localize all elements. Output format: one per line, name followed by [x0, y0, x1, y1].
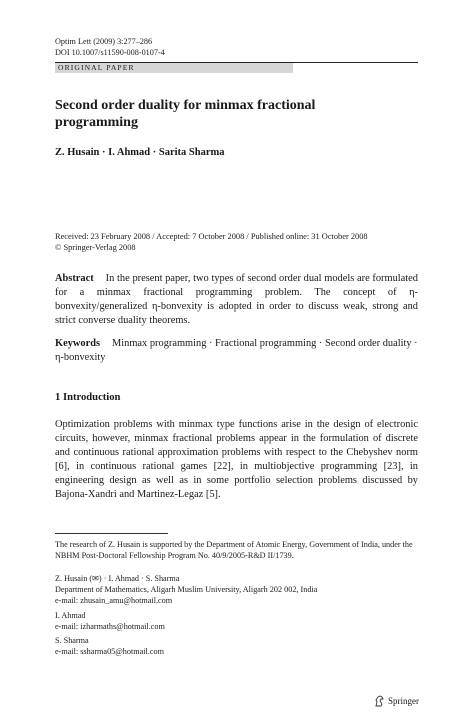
intro-text: . — [218, 489, 221, 500]
affiliation-line: I. Ahmad — [55, 611, 86, 620]
introduction-paragraph — [55, 418, 418, 502]
publication-history — [55, 231, 418, 253]
affiliation-block — [55, 573, 418, 606]
keywords-label: Keywords — [55, 338, 101, 349]
publisher-name: Springer — [388, 696, 419, 706]
journal-info — [55, 36, 165, 58]
affiliation-line: Z. Husain (✉) · I. Ahmad · S. Sharma — [55, 574, 180, 583]
journal-doi: DOI 10.1007/s11590-008-0107-4 — [55, 48, 165, 57]
section-heading: 1 Introduction — [55, 392, 121, 403]
affiliation-line: Department of Mathematics, Aligarh Muslim University, Aligarh 202 002, India — [55, 585, 318, 594]
funding-footnote: The research of Z. Husain is supported by the Department of Atomic Energy, Government of India, under the NBHM Post-Doctoral Fellowship Program No. 40/9/2005-R&D II/1739. — [55, 540, 413, 560]
copyright-line: © Springer-Verlag 2008 — [55, 243, 136, 252]
citation-link[interactable]: [6] — [55, 461, 68, 472]
email-line: e-mail: ssharma05@hotmail.com — [55, 647, 164, 656]
intro-text: Optimization problems with minmax type functions arise in the design of electronic circuits, however, minmax fractional problems appear in the formulation of discrete and continuous rational approximation problems with respect to the Chebyshev norm — [55, 419, 418, 458]
article-type-banner: ORIGINAL PAPER — [55, 63, 293, 73]
email-line: e-mail: izharmaths@hotmail.com — [55, 622, 165, 631]
springer-horse-icon — [374, 695, 385, 707]
dates-line: Received: 23 February 2008 / Accepted: 7 October 2008 / Published online: 31 October 2008 — [55, 232, 368, 241]
citation-link[interactable]: [22] — [213, 461, 231, 472]
citation-link[interactable]: [5] — [205, 489, 219, 500]
abstract-text: In the present paper, two types of second order dual models are formulated for a minmax fractional programming problem. The concept of η-bonvexity/generalized η-bonvexity is adopted in order to discuss weak, strong and strict converse duality theorems. — [55, 273, 418, 326]
keywords — [55, 337, 418, 365]
affiliation-block — [55, 635, 418, 657]
abstract-label: Abstract — [55, 273, 94, 284]
intro-text: , in multiobjective programming — [230, 461, 384, 472]
footnote-rule — [55, 533, 168, 534]
email-line: e-mail: zhusain_amu@hotmail.com — [55, 596, 173, 605]
affiliation-block — [55, 610, 418, 632]
affiliation-line: S. Sharma — [55, 636, 89, 645]
journal-citation: Optim Lett (2009) 3:277–286 — [55, 37, 153, 46]
author-list: Z. Husain · I. Ahmad · Sarita Sharma — [55, 147, 225, 158]
abstract — [55, 272, 418, 328]
publisher-logo — [374, 695, 419, 707]
keywords-text: Minmax programming · Fractional programming · Second order duality · η-bonvexity — [55, 338, 418, 363]
paper-title: Second order duality for minmax fractional programming — [55, 98, 316, 130]
citation-link[interactable]: [23] — [383, 461, 401, 472]
intro-text: , in engineering design as well as in some portfolio selection problems discussed by Bajona-Xandri and Martinez-Legaz — [55, 461, 419, 500]
intro-text: , in continuous rational games — [67, 461, 214, 472]
